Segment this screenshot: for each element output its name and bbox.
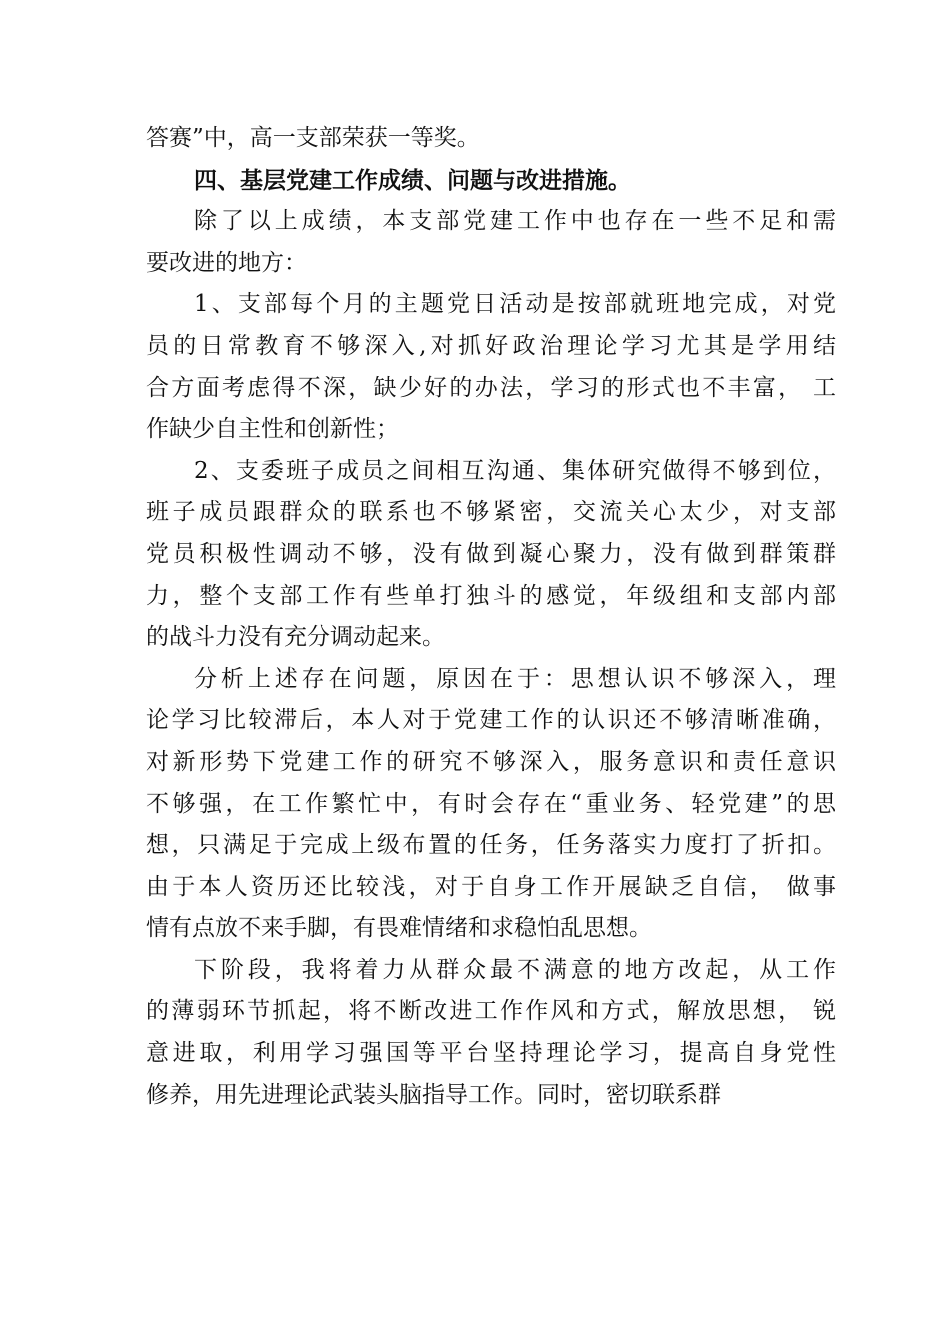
text-line: 不够强，在工作繁忙中，有时会存在“重业务、轻党建”的思 (146, 790, 836, 817)
text-line: 论学习比较滞后，本人对于党建工作的认识还不够清晰准确， (146, 707, 836, 734)
text-line: 2、支委班子成员之间相互沟通、集体研究做得不够到位， (194, 457, 836, 484)
text-line: 答赛”中，高一支部荣获一等奖。 (146, 125, 480, 151)
text-line: 党员积极性调动不够，没有做到凝心聚力，没有做到群策群 (146, 540, 836, 567)
text-line: 合方面考虑得不深，缺少好的办法，学习的形式也不丰富， 工 (146, 374, 836, 401)
text-line: 修养，用先进理论武装头脑指导工作。同时，密切联系群 (146, 1081, 721, 1108)
text-line: 作缺少自主性和创新性； (146, 416, 399, 443)
text-line: 对新形势下党建工作的研究不够深入，服务意识和责任意识 (146, 748, 836, 775)
section-heading: 四、基层党建工作成绩、问题与改进措施。 (194, 166, 631, 194)
text-line: 要改进的地方： (146, 249, 307, 276)
text-line: 员的日常教育不够深入,对抓好政治理论学习尤其是学用结 (146, 332, 836, 359)
text-line: 的战斗力没有充分调动起来。 (146, 624, 445, 651)
text-line: 下阶段，我将着力从群众最不满意的地方改起，从工作 (194, 956, 836, 983)
text-line: 的薄弱环节抓起，将不断改进工作作风和方式，解放思想， 锐 (146, 998, 836, 1025)
text-line: 想，只满足于完成上级布置的任务，任务落实力度打了折扣。 (146, 832, 836, 859)
text-line: 意进取，利用学习强国等平台坚持理论学习，提高自身党性 (146, 1040, 836, 1067)
text-line: 分析上述存在问题，原因在于：思想认识不够深入，理 (194, 665, 836, 692)
text-line: 情有点放不来手脚，有畏难情绪和求稳怕乱思想。 (146, 915, 652, 942)
text-line: 1、支部每个月的主题党日活动是按部就班地完成，对党 (194, 291, 836, 318)
text-line: 班子成员跟群众的联系也不够紧密，交流关心太少，对支部 (146, 499, 836, 526)
document-body (146, 118, 836, 1116)
text-line: 由于本人资历还比较浅，对于自身工作开展缺乏自信， 做事 (146, 873, 836, 900)
text-line: 除了以上成绩，本支部党建工作中也存在一些不足和需 (194, 208, 836, 235)
text-line: 力，整个支部工作有些单打独斗的感觉，年级组和支部内部 (146, 582, 836, 609)
